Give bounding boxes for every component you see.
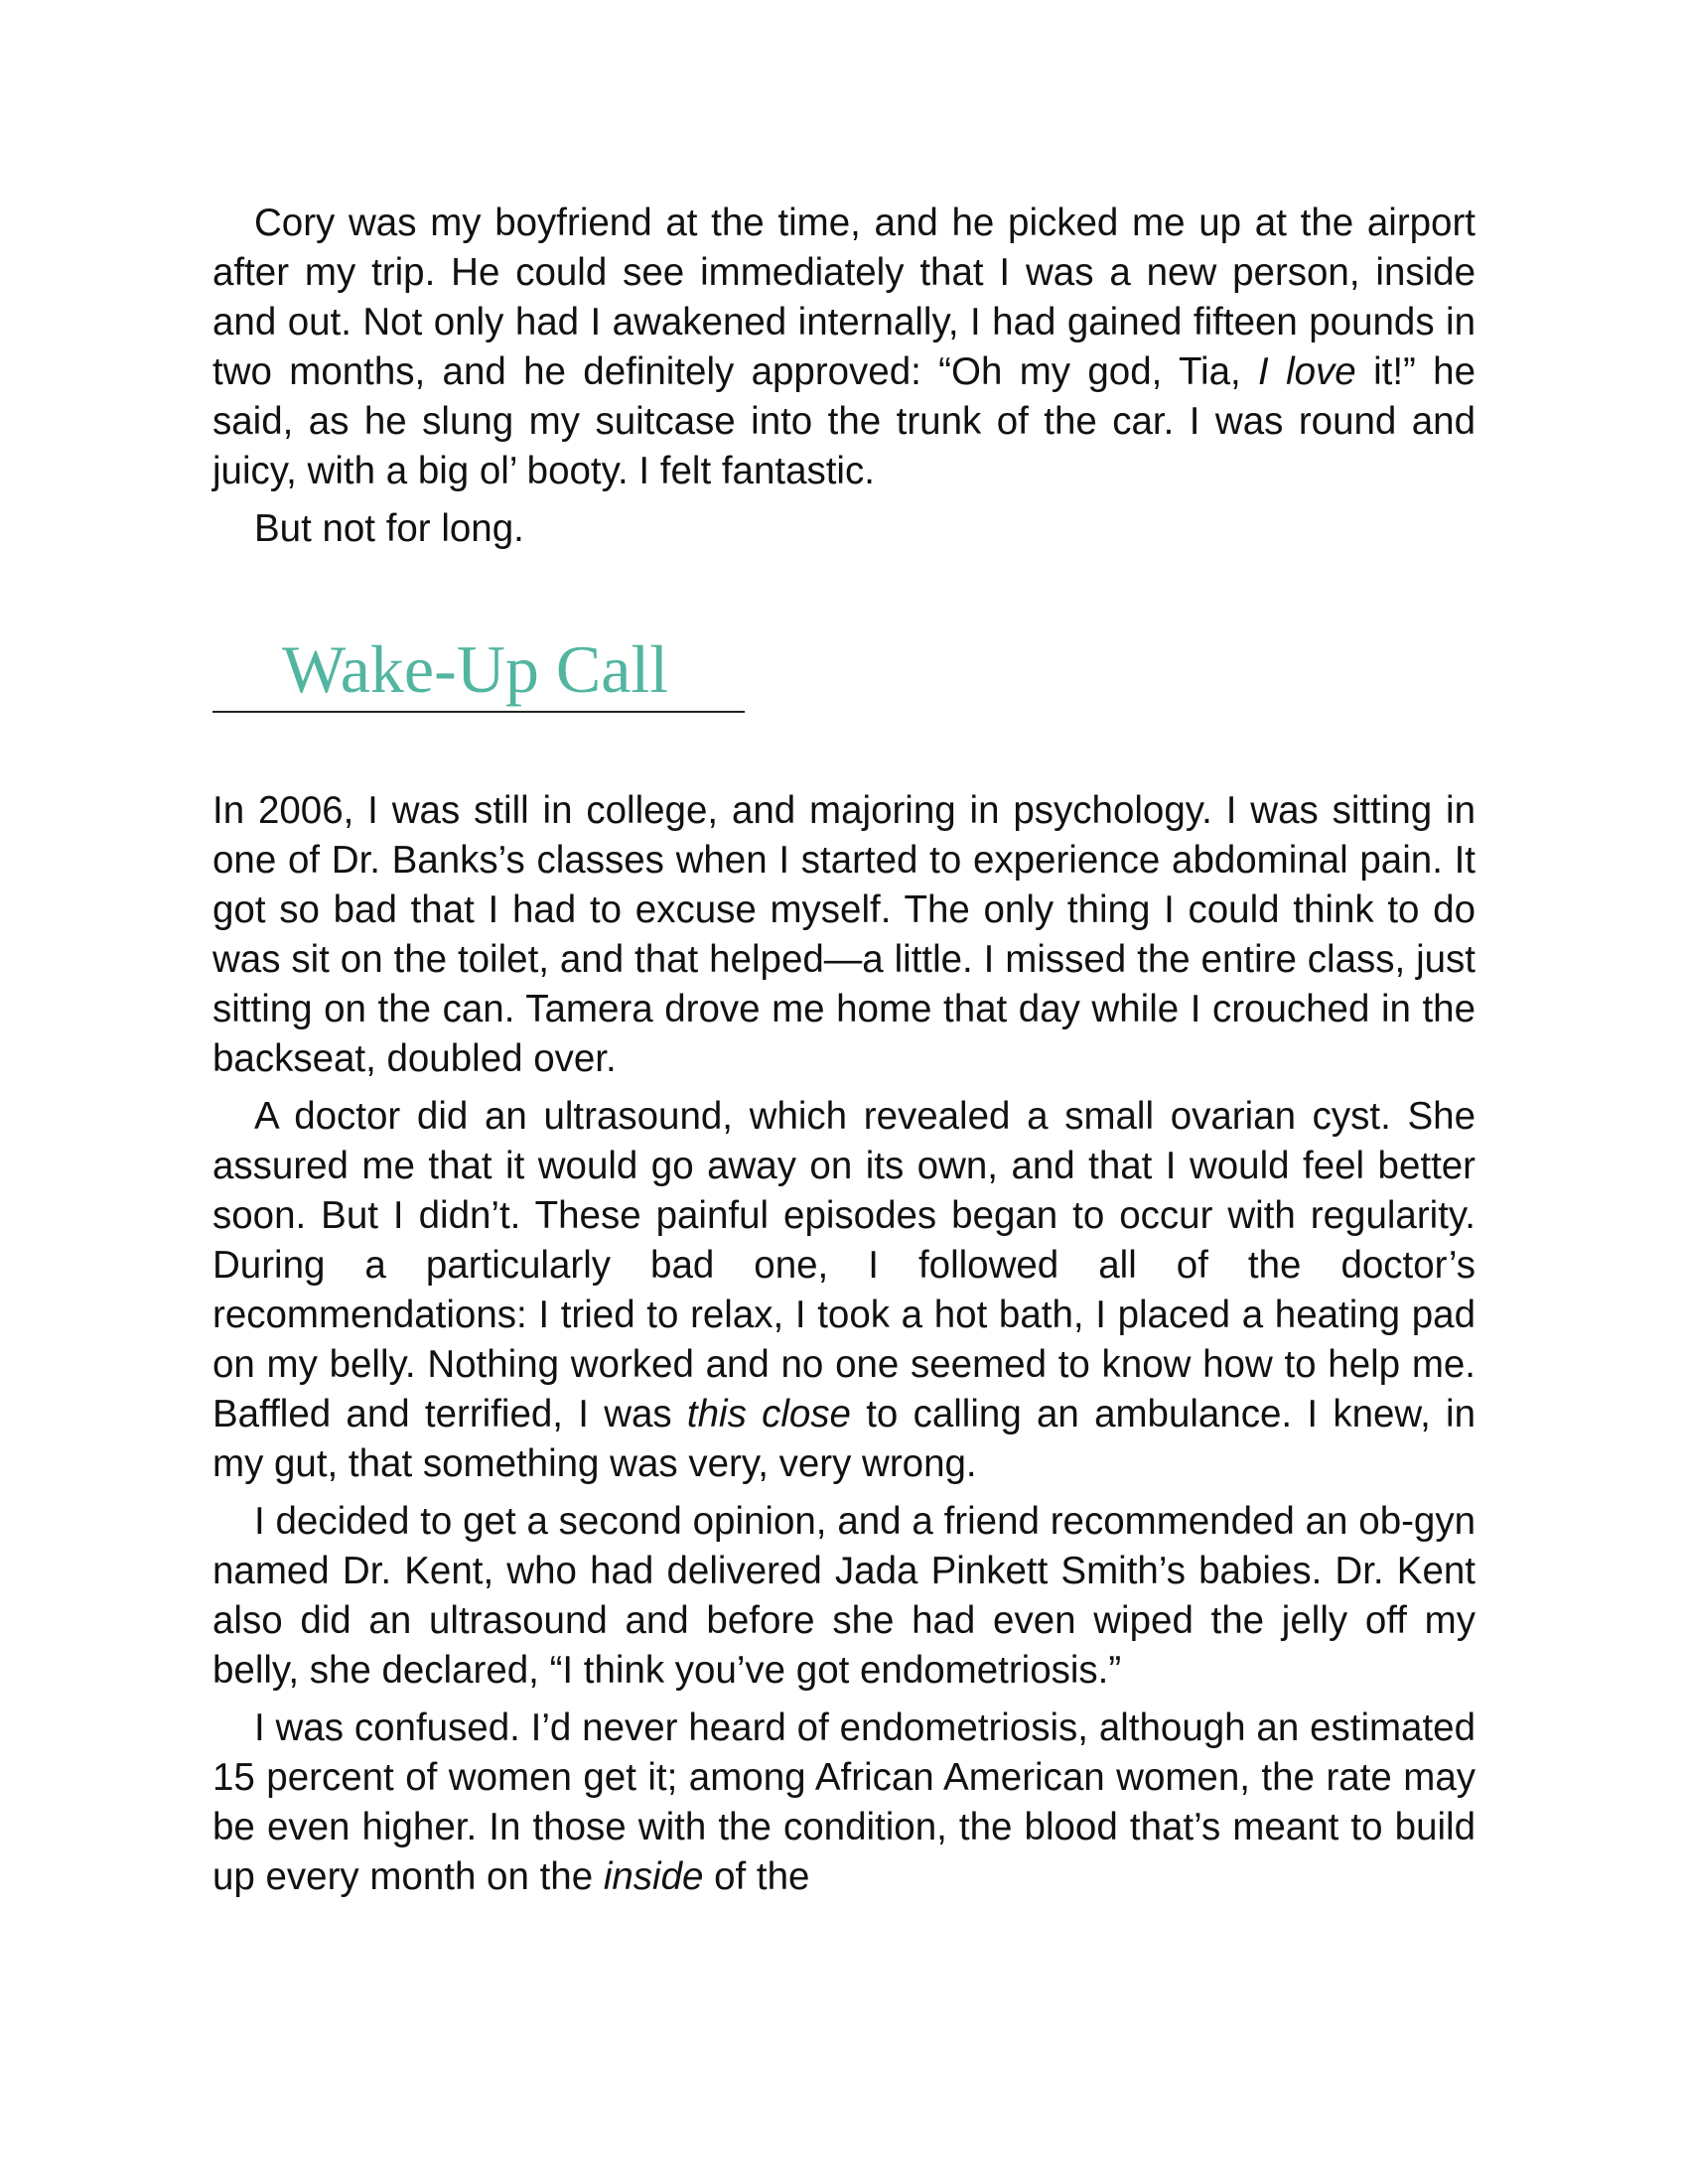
- paragraph-cory-text-start: Cory was my boyfriend at the time, and he picked me up at the airport after my trip. He could see immediately that I was a new person, inside and out. Not only had I awakened internally, I had gained fifteen pounds in two months, and he definitely approved: “Oh my god, Tia,: [212, 202, 1476, 393]
- paragraph-ultrasound-italic: this close: [686, 1393, 851, 1435]
- paragraph-cory-italic: I love: [1258, 350, 1356, 393]
- paragraph-ultrasound-text-start: A doctor did an ultrasound, which revealed a small ovarian cyst. She assured me that it would go away on its own, and that I would feel better soon. But I didn’t. These painful episodes began to occur with regularity. During a particularly bad one, I followed all of the doctor’s recommendations: I tried to relax, I took a hot bath, I placed a heating pad on my belly. Nothing worked and no one seemed to know how to help me. Baffled and terrified, I was: [212, 1095, 1476, 1435]
- paragraph-2006: In 2006, I was still in college, and majoring in psychology. I was sitting in one of Dr. Banks’s classes when I started to experience abdominal pain. It got so bad that I had to excuse myself. The only thing I could think to do was sit on the toilet, and that helped—a little. I missed the entire class, just sitting on the can. Tamera drove me home that day while I crouched in the backseat, doubled over.: [212, 789, 1476, 1080]
- heading-underline-rule: [212, 711, 745, 713]
- paragraph-cory: [212, 199, 1476, 496]
- paragraph-not-for-long: But not for long.: [254, 507, 524, 550]
- paragraph-ultrasound-text-end: to calling an ambulance. I knew, in my gut, that something was very, very wrong.: [212, 1393, 1476, 1485]
- paragraph-ultrasound: [212, 1092, 1476, 1489]
- paragraph-confused: [212, 1704, 1476, 1902]
- section-heading: [212, 633, 745, 713]
- paragraph-cory-text-end: it!” he said, as he slung my suitcase into the trunk of the car. I was round and juicy, with a big ol’ booty. I felt fantastic.: [212, 350, 1476, 492]
- paragraph-confused-text-end: of the: [703, 1855, 810, 1898]
- section-heading-title: Wake-Up Call: [282, 631, 669, 707]
- paragraph-confused-text-start: I was confused. I’d never heard of endometriosis, although an estimated 15 percent of women get it; among African American women, the rate may be even higher. In those with the condition, the blood that’s meant to build up every month on the: [212, 1706, 1476, 1898]
- paragraph-second-opinion: I decided to get a second opinion, and a friend recommended an ob-gyn named Dr. Kent, who had delivered Jada Pinkett Smith’s babies. Dr. Kent also did an ultrasound and before she had even wiped the jelly off my belly, she declared, “I think you’ve got endometriosis.”: [212, 1500, 1476, 1692]
- page-body: [212, 199, 1476, 1910]
- paragraph-confused-italic: inside: [603, 1855, 704, 1898]
